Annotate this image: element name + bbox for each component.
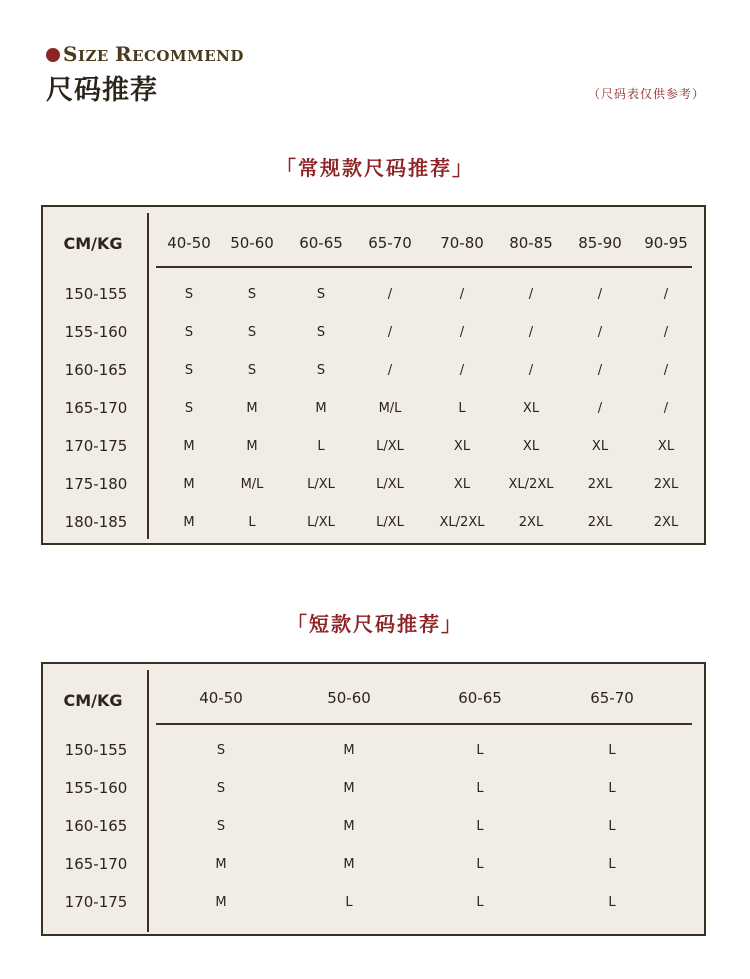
size-cell: / bbox=[597, 401, 603, 416]
size-cell: / bbox=[528, 325, 534, 340]
size-cell: / bbox=[663, 363, 669, 378]
regular-size-table bbox=[41, 205, 706, 545]
column-header: 50-60 bbox=[230, 234, 274, 252]
size-cell: S bbox=[316, 363, 326, 378]
size-cell: L bbox=[608, 857, 616, 872]
row-header: 165-170 bbox=[64, 855, 128, 873]
page-title: 尺码推荐 bbox=[46, 75, 158, 106]
reference-note: （尺码表仅供参考） bbox=[587, 87, 705, 101]
corner-label: CM/KG bbox=[63, 691, 123, 710]
size-cell: L bbox=[476, 743, 484, 758]
column-header: 70-80 bbox=[440, 234, 484, 252]
size-cell: S bbox=[316, 325, 326, 340]
size-cell: S bbox=[184, 363, 194, 378]
size-cell: / bbox=[459, 325, 465, 340]
size-cell: / bbox=[528, 363, 534, 378]
table-divider-vertical bbox=[147, 213, 149, 539]
size-cell: M bbox=[215, 895, 227, 910]
column-header: 60-65 bbox=[299, 234, 343, 252]
heading-ize: IZE bbox=[77, 47, 109, 65]
size-cell: L bbox=[345, 895, 353, 910]
size-cell: L/XL bbox=[376, 439, 404, 454]
table-divider-vertical bbox=[147, 670, 149, 932]
row-header: 170-175 bbox=[64, 893, 128, 911]
size-cell: M bbox=[183, 477, 195, 492]
heading-r: R bbox=[114, 42, 133, 66]
size-cell: L bbox=[476, 781, 484, 796]
size-cell: M bbox=[183, 439, 195, 454]
size-cell: XL bbox=[591, 439, 609, 454]
size-cell: L/XL bbox=[307, 477, 335, 492]
size-cell: L bbox=[608, 781, 616, 796]
row-header: 170-175 bbox=[64, 437, 128, 455]
short-section-title: 「短款尺码推荐」 bbox=[287, 612, 463, 636]
size-cell: M bbox=[215, 857, 227, 872]
row-header: 150-155 bbox=[64, 285, 128, 303]
row-header: 155-160 bbox=[64, 779, 128, 797]
size-cell: 2XL bbox=[587, 515, 613, 530]
column-header: 60-65 bbox=[458, 689, 502, 707]
column-header: 90-95 bbox=[644, 234, 688, 252]
corner-label: CM/KG bbox=[63, 234, 123, 253]
row-header: 165-170 bbox=[64, 399, 128, 417]
size-cell: M bbox=[343, 819, 355, 834]
size-cell: / bbox=[597, 325, 603, 340]
size-cell: M/L bbox=[378, 401, 402, 416]
size-cell: / bbox=[597, 363, 603, 378]
size-cell: M/L bbox=[240, 477, 264, 492]
row-header: 160-165 bbox=[64, 817, 128, 835]
size-cell: S bbox=[247, 287, 257, 302]
size-cell: S bbox=[216, 781, 226, 796]
size-cell: / bbox=[387, 363, 393, 378]
size-cell: M bbox=[343, 781, 355, 796]
size-cell: L bbox=[248, 515, 256, 530]
column-header: 65-70 bbox=[368, 234, 412, 252]
size-cell: L bbox=[317, 439, 325, 454]
size-cell: S bbox=[216, 819, 226, 834]
row-header: 150-155 bbox=[64, 741, 128, 759]
column-header: 40-50 bbox=[167, 234, 211, 252]
size-cell: S bbox=[316, 287, 326, 302]
size-cell: L bbox=[476, 819, 484, 834]
row-header: 155-160 bbox=[64, 323, 128, 341]
size-cell: M bbox=[343, 743, 355, 758]
heading-s: S bbox=[63, 42, 78, 66]
size-cell: / bbox=[663, 287, 669, 302]
size-cell: / bbox=[528, 287, 534, 302]
size-cell: L bbox=[608, 743, 616, 758]
size-cell: L bbox=[608, 819, 616, 834]
size-cell: M bbox=[246, 439, 258, 454]
size-recommend-heading bbox=[46, 42, 244, 66]
size-cell: M bbox=[246, 401, 258, 416]
table-divider-horizontal bbox=[156, 266, 692, 268]
column-header: 40-50 bbox=[199, 689, 243, 707]
size-cell: XL bbox=[522, 401, 540, 416]
heading-ecommend: ECOMMEND bbox=[132, 47, 244, 65]
size-cell: XL bbox=[657, 439, 675, 454]
size-cell: L/XL bbox=[376, 477, 404, 492]
column-header: 85-90 bbox=[578, 234, 622, 252]
column-header: 65-70 bbox=[590, 689, 634, 707]
size-cell: / bbox=[459, 363, 465, 378]
size-cell: / bbox=[387, 287, 393, 302]
size-cell: XL bbox=[453, 477, 471, 492]
table-divider-horizontal bbox=[156, 723, 692, 725]
size-cell: L bbox=[476, 895, 484, 910]
size-cell: S bbox=[247, 325, 257, 340]
row-header: 160-165 bbox=[64, 361, 128, 379]
size-cell: / bbox=[387, 325, 393, 340]
size-cell: XL/2XL bbox=[508, 477, 554, 492]
size-cell: M bbox=[315, 401, 327, 416]
size-cell: M bbox=[343, 857, 355, 872]
row-header: 175-180 bbox=[64, 475, 128, 493]
size-cell: XL bbox=[453, 439, 471, 454]
short-size-table bbox=[41, 662, 706, 936]
size-cell: L/XL bbox=[307, 515, 335, 530]
size-cell: / bbox=[663, 325, 669, 340]
size-cell: / bbox=[663, 401, 669, 416]
row-header: 180-185 bbox=[64, 513, 128, 531]
size-cell: 2XL bbox=[653, 515, 679, 530]
size-cell: L/XL bbox=[376, 515, 404, 530]
size-cell: / bbox=[597, 287, 603, 302]
regular-section-title: 「常规款尺码推荐」 bbox=[276, 156, 474, 180]
size-cell: L bbox=[476, 857, 484, 872]
column-header: 80-85 bbox=[509, 234, 553, 252]
column-header: 50-60 bbox=[327, 689, 371, 707]
size-cell: S bbox=[184, 287, 194, 302]
size-cell: / bbox=[459, 287, 465, 302]
size-cell: 2XL bbox=[587, 477, 613, 492]
size-cell: S bbox=[184, 325, 194, 340]
size-cell: XL/2XL bbox=[439, 515, 485, 530]
size-cell: 2XL bbox=[518, 515, 544, 530]
size-cell: M bbox=[183, 515, 195, 530]
red-dot-icon bbox=[46, 48, 60, 62]
size-cell: 2XL bbox=[653, 477, 679, 492]
size-cell: L bbox=[458, 401, 466, 416]
size-cell: S bbox=[216, 743, 226, 758]
size-cell: S bbox=[247, 363, 257, 378]
size-cell: S bbox=[184, 401, 194, 416]
size-cell: XL bbox=[522, 439, 540, 454]
size-cell: L bbox=[608, 895, 616, 910]
